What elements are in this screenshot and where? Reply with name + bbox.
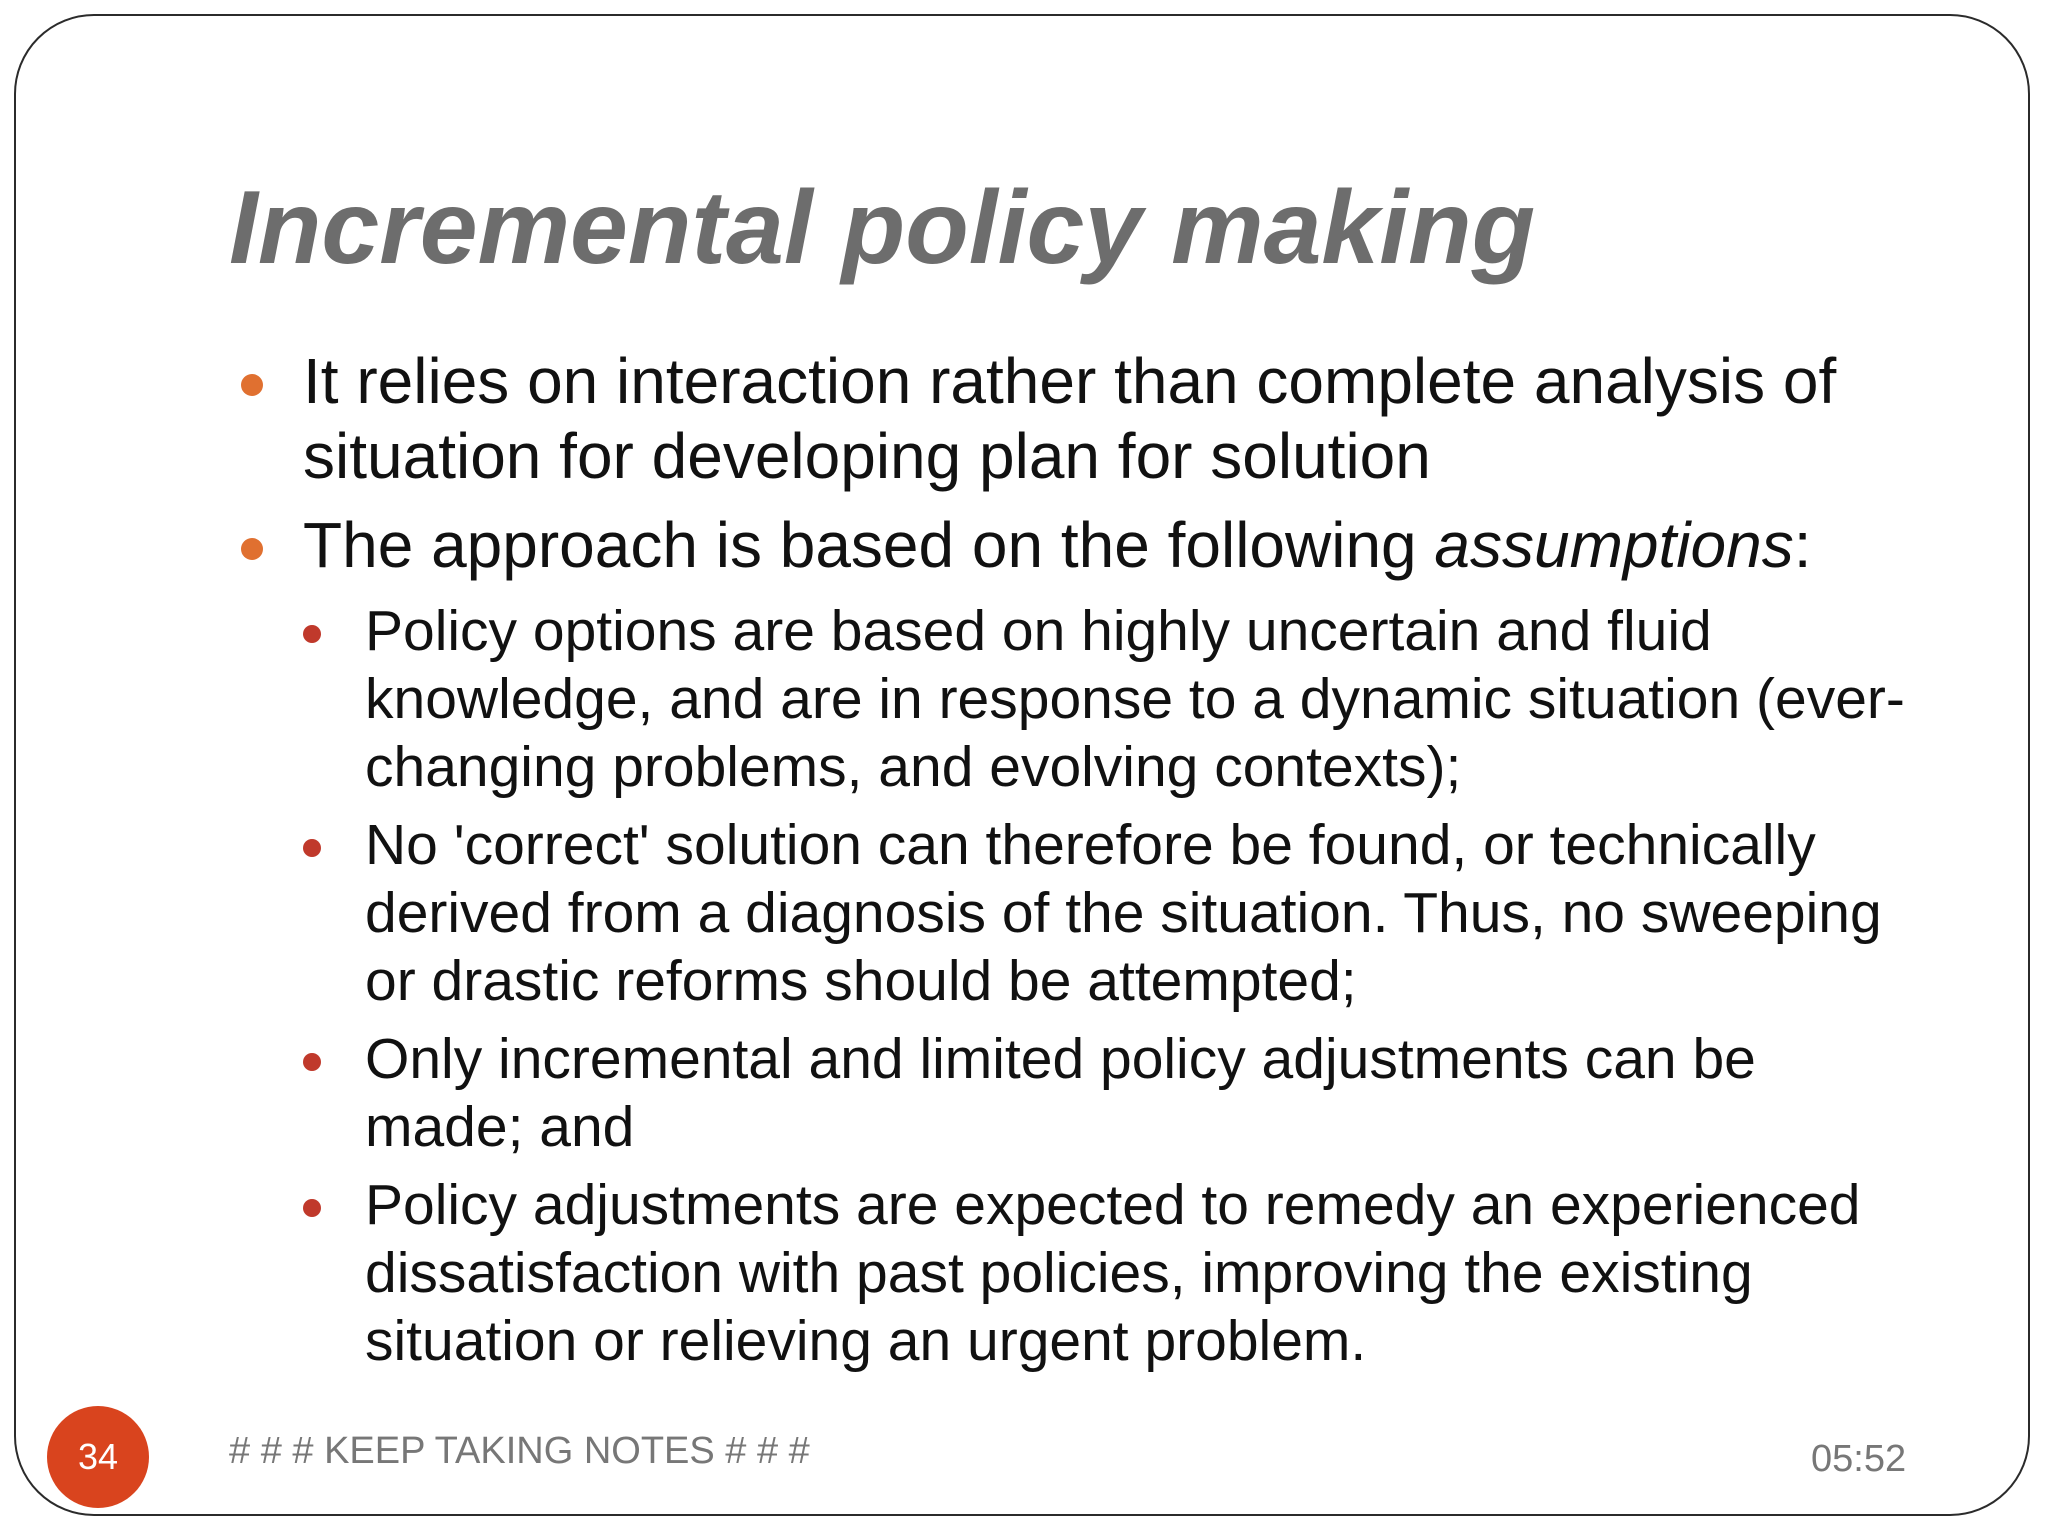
sub-bullet-item <box>289 597 1915 801</box>
slide-number-badge: 34 <box>47 1406 149 1508</box>
sub-bullet-item <box>289 811 1915 1015</box>
bullet-dot-icon <box>241 374 263 396</box>
slide-content <box>229 344 1969 1385</box>
slide-title: Incremental policy making <box>229 170 1536 286</box>
sub-bullet-dot-icon <box>303 1053 321 1071</box>
bullet-text: It relies on interaction rather than complete analysis of situation for developing plan for solution <box>303 345 1837 492</box>
bullet-dot-icon <box>241 538 263 560</box>
bullet-text-emphasis: assumptions <box>1434 509 1794 581</box>
sub-bullet-text: Only incremental and limited policy adjustments can be made; and <box>365 1027 1756 1159</box>
sub-bullet-item <box>289 1025 1915 1161</box>
sub-bullet-dot-icon <box>303 839 321 857</box>
sub-bullet-text: Policy adjustments are expected to remedy an experienced dissatisfaction with past policies, improving the existing situation or relieving an urgent problem. <box>365 1173 1861 1373</box>
sub-bullet-item <box>289 1171 1915 1375</box>
slide <box>14 14 2030 1516</box>
sub-bullet-dot-icon <box>303 1199 321 1217</box>
sub-bullet-text: No 'correct' solution can therefore be found, or technically derived from a diagnosis of the situation. Thus, no sweeping or drastic reforms should be attempted; <box>365 813 1882 1013</box>
sub-bullet-dot-icon <box>303 625 321 643</box>
bullet-text-lead: The approach is based on the following <box>303 509 1435 581</box>
footer-note: # # # KEEP TAKING NOTES # # # <box>229 1430 810 1472</box>
bullet-item <box>229 344 1969 494</box>
bullet-item <box>229 508 1969 583</box>
sub-bullet-text: Policy options are based on highly uncertain and fluid knowledge, and are in response to a dynamic situation (ever-changing problems, and evolving contexts); <box>365 599 1905 799</box>
footer-time: 05:52 <box>1811 1438 1907 1480</box>
bullet-text-trail: : <box>1793 509 1812 581</box>
